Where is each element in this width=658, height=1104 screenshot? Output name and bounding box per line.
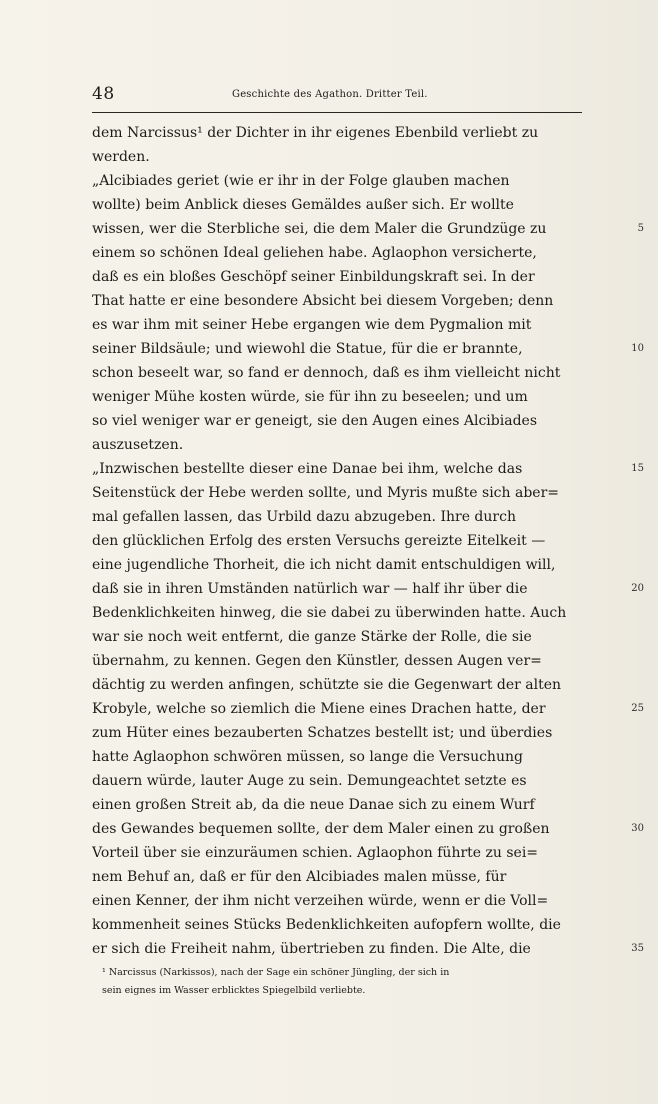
text-line: den glücklichen Erfolg des ersten Versuchs gereizte Eitelkeit —	[92, 533, 546, 549]
text-line: wollte) beim Anblick dieses Gemäldes außer sich. Er wollte	[92, 197, 514, 213]
line-number: 5	[637, 223, 644, 234]
text-line: „Inzwischen bestellte dieser eine Danae bei ihm, welche das 15	[92, 457, 644, 481]
text-line: Vorteil über sie einzuräumen schien. Aglaophon führte zu sei=	[92, 845, 539, 861]
text-line: seiner Bildsäule; und wiewohl die Statue, für die er brannte, 10	[92, 337, 644, 361]
text-line: nem Behuf an, daß er für den Alcibiades malen müsse, für	[92, 869, 507, 885]
text-line: übernahm, zu kennen. Gegen den Künstler, dessen Augen ver=	[92, 653, 542, 669]
text-line: dem Narcissus¹ der Dichter in ihr eigenes Ebenbild verliebt zu	[92, 125, 539, 141]
page-number: 48	[92, 84, 115, 104]
text-line: dauern würde, lauter Auge zu sein. Demungeachtet setzte es	[92, 773, 527, 789]
footnote	[102, 964, 644, 1000]
text-line: schon beseelt war, so fand er dennoch, daß es ihm vielleicht nicht	[92, 365, 561, 381]
running-head: Geschichte des Agathon. Dritter Teil.	[232, 89, 428, 100]
text-line: hatte Aglaophon schwören müssen, so lange die Versuchung	[92, 749, 523, 765]
line-number: 30	[631, 823, 644, 834]
text-line: Krobyle, welche so ziemlich die Miene eines Drachen hatte, der 25	[92, 697, 644, 721]
text-line: Bedenklichkeiten hinweg, die sie dabei zu überwinden hatte. Auch	[92, 605, 567, 621]
line-number: 10	[631, 343, 644, 354]
text-line: weniger Mühe kosten würde, sie für ihn zu beseelen; und um	[92, 389, 528, 405]
text-line: war sie noch weit entfernt, die ganze Stärke der Rolle, die sie	[92, 629, 532, 645]
text-line: so viel weniger war er geneigt, sie den Augen eines Alcibiades	[92, 413, 538, 429]
footnote-line: ¹ Narcissus (Narkissos), nach der Sage ein schöner Jüngling, der sich in	[102, 967, 450, 978]
text-line: einen Kenner, der ihm nicht verzeihen würde, wenn er die Voll=	[92, 893, 549, 909]
page-header	[92, 80, 582, 113]
line-number: 15	[631, 463, 644, 474]
text-line: daß sie in ihren Umständen natürlich war — half ihr über die 20	[92, 577, 644, 601]
text-line: dächtig zu werden anfingen, schützte sie die Gegenwart der alten	[92, 677, 562, 693]
line-number: 25	[631, 703, 644, 714]
text-line: eine jugendliche Thorheit, die ich nicht damit entschuldigen will,	[92, 557, 556, 573]
text-line: kommenheit seines Stücks Bedenklichkeiten aufopfern wollte, die	[92, 917, 561, 933]
text-line: That hatte er eine besondere Absicht bei diesem Vorgeben; denn	[92, 293, 554, 309]
text-line: daß es ein bloßes Geschöpf seiner Einbildungskraft sei. In der	[92, 269, 535, 285]
text-line: er sich die Freiheit nahm, übertrieben zu finden. Die Alte, die 35	[92, 937, 644, 961]
text-line: wissen, wer die Sterbliche sei, die dem Maler die Grundzüge zu 5	[92, 217, 644, 241]
text-line: einem so schönen Ideal geliehen habe. Aglaophon versicherte,	[92, 245, 537, 261]
text-line: werden.	[92, 149, 150, 165]
text-line: es war ihm mit seiner Hebe ergangen wie dem Pygmalion mit	[92, 317, 532, 333]
text-line: einen großen Streit ab, da die neue Danae sich zu einem Wurf	[92, 797, 535, 813]
line-number: 35	[631, 943, 644, 954]
text-line: auszusetzen.	[92, 437, 184, 453]
text-line: mal gefallen lassen, das Urbild dazu abzugeben. Ihre durch	[92, 509, 516, 525]
text-line: des Gewandes bequemen sollte, der dem Maler einen zu großen 30	[92, 817, 644, 841]
text-line: Seitenstück der Hebe werden sollte, und Myris mußte sich aber=	[92, 485, 560, 501]
line-number: 20	[631, 583, 644, 594]
footnote-line: sein eignes im Wasser erblicktes Spiegelbild verliebte.	[102, 985, 366, 996]
text-line: zum Hüter eines bezauberten Schatzes bestellt ist; und überdies	[92, 725, 553, 741]
text-line: „Alcibiades geriet (wie er ihr in der Folge glauben machen	[92, 173, 510, 189]
